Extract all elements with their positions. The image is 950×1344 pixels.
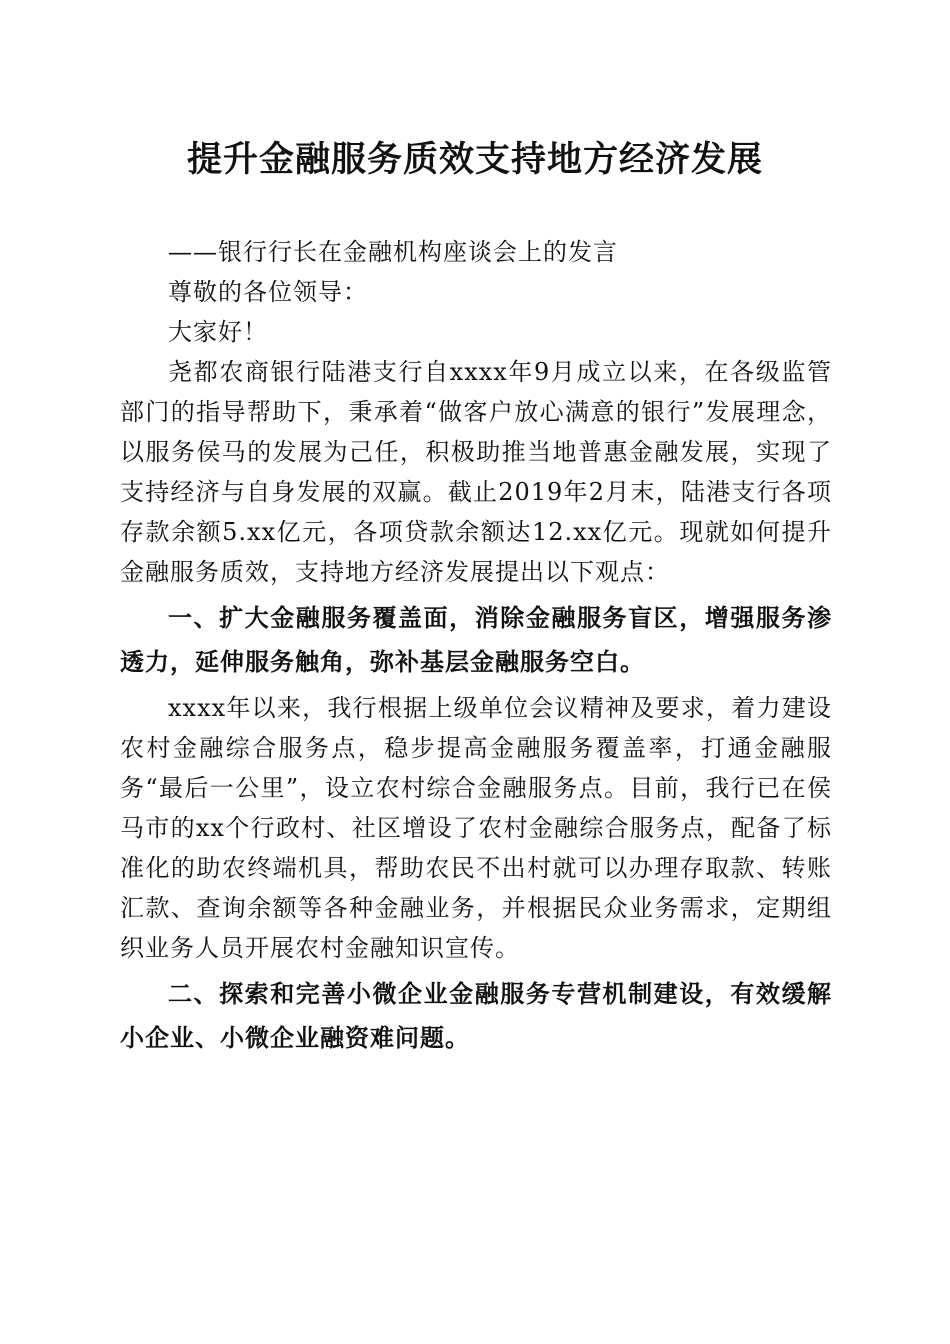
salutation: 尊敬的各位领导： (168, 278, 368, 306)
section-2-heading: 二、探索和完善小微企业金融服务专营机制建设，有效缓解小企业、小微企业融资难问题。 (120, 980, 832, 1052)
intro-paragraph: 尧都农商银行陆港支行自xxxx年9月成立以来，在各级监管部门的指导帮助下，秉承着“做客户放心满意的银行”发展理念，以服务侯马的发展为己任，积极助推当地普惠金融发展，实现了支持经济与自身发展的双赢。截止2019年2月末，陆港支行各项存款余额5.xx亿元，各项贷款余额达12.xx亿元。现就如何提升金融服务质效，支持地方经济发展提出以下观点： (120, 358, 832, 586)
document-body (120, 232, 832, 1064)
document-title: 提升金融服务质效支持地方经济发展 (186, 139, 763, 180)
greeting: 大家好！ (168, 318, 268, 346)
section-1-paragraph: xxxx年以来，我行根据上级单位会议精神及要求，着力建设农村金融综合服务点，稳步提高金融服务覆盖率，打通金融服务“最后一公里”，设立农村综合金融服务点。目前，我行已在侯马市的xx个行政村、社区增设了农村金融综合服务点，配备了标准化的助农终端机具，帮助农民不出村就可以办理存取款、转账汇款、查询余额等各种金融业务，并根据民众业务需求，定期组织业务人员开展农村金融知识宣传。 (120, 694, 832, 962)
subtitle: ——银行行长在金融机构座谈会上的发言 (168, 238, 618, 266)
section-1-heading: 一、扩大金融服务覆盖面，消除金融服务盲区，增强服务渗透力，延伸服务触角，弥补基层金融服务空白。 (120, 604, 832, 676)
